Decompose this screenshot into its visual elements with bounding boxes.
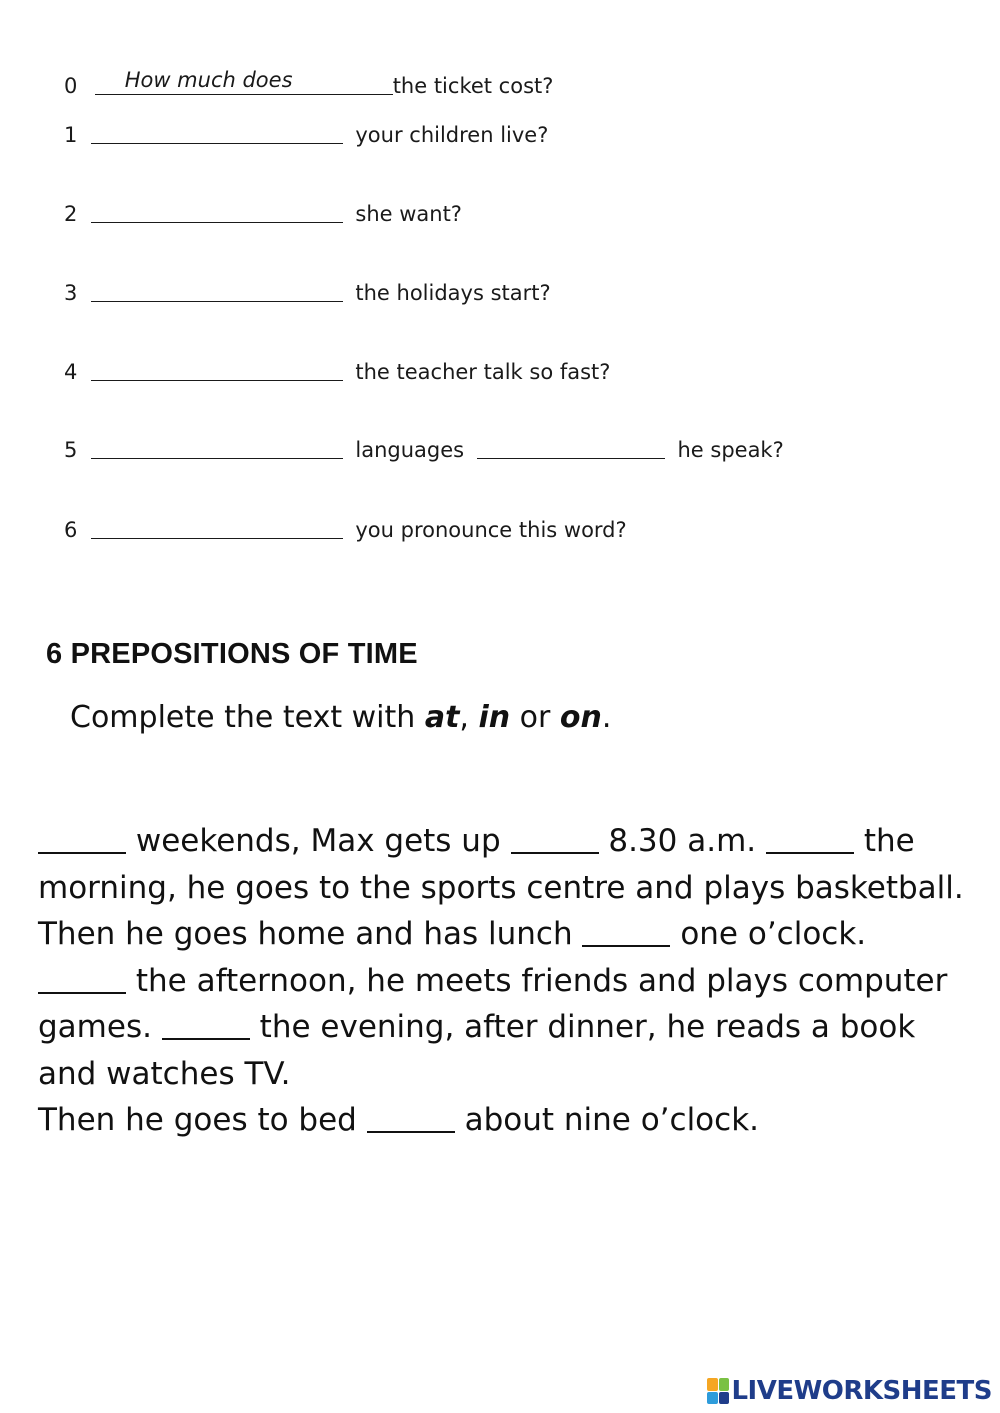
- question-2: [64, 198, 462, 228]
- passage-line: [38, 958, 978, 1005]
- logo-square: [719, 1378, 730, 1391]
- logo-square: [707, 1378, 718, 1391]
- passage-line: and watches TV.: [38, 1055, 291, 1092]
- question-5: [64, 434, 784, 464]
- passage-text: 8.30 a.m.: [598, 823, 766, 859]
- answer-blank[interactable]: [91, 436, 343, 459]
- passage-text: about nine o’clock.: [454, 1102, 759, 1138]
- logo-mark-icon: [707, 1378, 729, 1404]
- question-middle-text: languages: [355, 438, 465, 462]
- logo-square: [719, 1392, 730, 1405]
- passage-line: morning, he goes to the sports centre and plays basketball.: [38, 869, 964, 906]
- liveworksheets-logo[interactable]: [707, 1376, 992, 1406]
- question-number: 3: [64, 281, 78, 305]
- question-6: [64, 514, 627, 544]
- gap-3[interactable]: [766, 826, 854, 854]
- passage-line: [38, 818, 978, 865]
- question-number: 0: [64, 74, 78, 98]
- instruction-end: .: [601, 700, 612, 735]
- passage-text: Then he goes to bed: [38, 1102, 367, 1138]
- logo-text: LIVEWORKSHEETS: [731, 1376, 992, 1406]
- gap-1[interactable]: [38, 826, 126, 854]
- passage-text: weekends, Max gets up: [126, 823, 511, 859]
- passage-line: [38, 1097, 978, 1144]
- answer-blank[interactable]: [91, 516, 343, 539]
- gap-7[interactable]: [367, 1105, 455, 1133]
- question-text: the ticket cost?: [392, 74, 554, 98]
- instruction-prefix: Complete the text with: [70, 700, 425, 735]
- answer-blank-second[interactable]: [477, 436, 665, 459]
- instruction-separator: ,: [459, 700, 479, 735]
- gap-6[interactable]: [162, 1012, 250, 1040]
- passage-text: the afternoon, he meets friends and plays computer: [126, 962, 948, 999]
- answer-blank[interactable]: [91, 200, 343, 223]
- passage-line: [38, 911, 978, 958]
- option-in: in: [478, 700, 511, 735]
- section-title: 6 PREPOSITIONS OF TIME: [46, 638, 418, 670]
- option-at: at: [424, 700, 460, 735]
- answer-blank[interactable]: [91, 358, 343, 381]
- answer-blank[interactable]: [91, 121, 343, 144]
- passage-text: the evening, after dinner, he reads a book: [249, 1009, 916, 1045]
- question-number: 4: [64, 360, 78, 384]
- passage-text: games.: [38, 1009, 162, 1045]
- gap-5[interactable]: [38, 966, 126, 994]
- instruction: [70, 700, 611, 735]
- question-number: 6: [64, 518, 78, 542]
- question-text: the teacher talk so fast?: [355, 360, 611, 384]
- answer-blank[interactable]: [91, 279, 343, 302]
- question-text: he speak?: [677, 438, 784, 462]
- question-text: she want?: [355, 202, 462, 226]
- gap-2[interactable]: [511, 826, 599, 854]
- passage: [38, 818, 978, 1144]
- passage-text: the: [854, 823, 915, 859]
- question-3: [64, 277, 551, 307]
- instruction-separator: or: [510, 700, 560, 735]
- option-on: on: [559, 700, 602, 735]
- passage-text: Then he goes home and has lunch: [38, 916, 583, 952]
- question-4: [64, 356, 610, 386]
- question-0: [64, 70, 553, 100]
- logo-square: [707, 1392, 718, 1405]
- example-answer: How much does: [124, 68, 293, 92]
- example-answer-field: [95, 68, 393, 95]
- gap-4[interactable]: [582, 919, 670, 947]
- question-text: you pronounce this word?: [355, 518, 627, 542]
- question-text: your children live?: [355, 123, 549, 147]
- passage-text: one o’clock.: [670, 916, 867, 952]
- question-number: 2: [64, 202, 78, 226]
- question-number: 5: [64, 438, 78, 462]
- question-number: 1: [64, 123, 78, 147]
- question-text: the holidays start?: [355, 281, 551, 305]
- question-1: [64, 119, 548, 149]
- passage-line: [38, 1004, 978, 1051]
